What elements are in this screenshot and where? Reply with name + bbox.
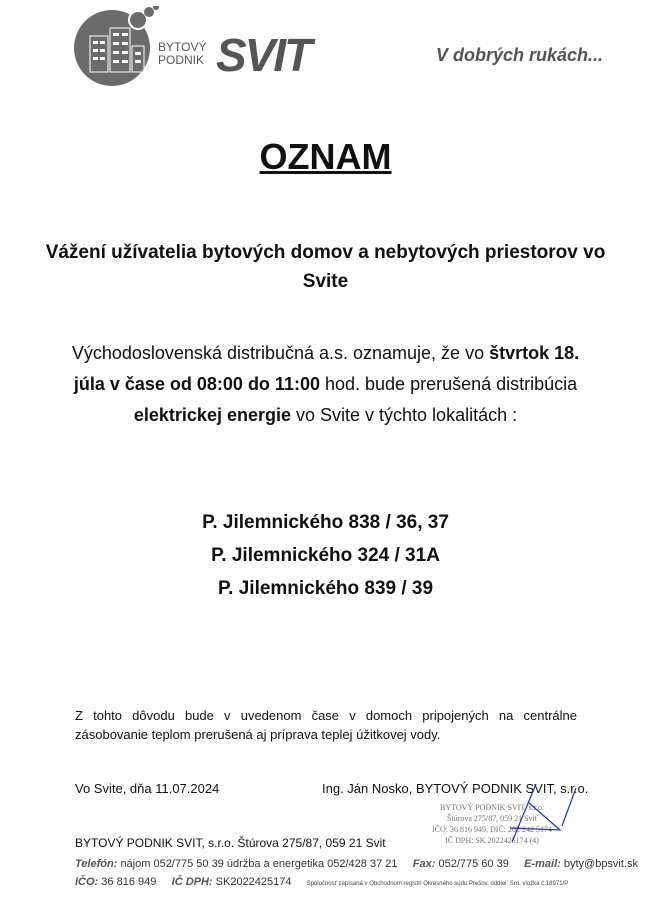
- phone-label: Telefón:: [75, 858, 118, 870]
- handwritten-signature: [500, 780, 590, 850]
- stamp-line: Štúrova 275/87, 059 21 Svit: [446, 814, 537, 823]
- body-text: vo Svite v týchto lokalitách :: [291, 405, 518, 425]
- phone: nájom 052/775 50 39 údržba a energetika 052/428 37 21: [120, 858, 398, 870]
- stamp-line: BYTOVÝ PODNIK SVIT, s.r.o.: [440, 803, 544, 812]
- ico: 36 816 949: [101, 876, 157, 888]
- footer-address: BYTOVÝ PODNIK SVIT, s.r.o. Štúrova 275/87, 059 21 Svit: [75, 836, 386, 850]
- fax: 052/775 60 39: [438, 858, 509, 870]
- fax-label: Fax:: [412, 858, 436, 870]
- greeting: Vážení užívatelia bytových domov a nebytových priestorov vo Svite: [45, 242, 606, 292]
- body-service: elektrickej energie: [133, 405, 291, 425]
- logo-brand: SVIT: [216, 29, 311, 81]
- body-text: Východoslovenská distribučná a.s. oznamuje, že vo: [71, 343, 490, 363]
- footer-ids: [75, 876, 568, 888]
- stamp-line: IČO: 36 816 949, DIČ: 202 242 5174: [432, 825, 552, 834]
- body-text: hod. bude prerušená distribúcia: [319, 374, 578, 394]
- signatory: Ing. Ján Nosko, BYTOVÝ PODNIK SVIT, s.r.o.: [322, 781, 589, 796]
- announcement-body: [70, 338, 581, 431]
- motto: V dobrých rukách...: [436, 45, 604, 65]
- address-item: P. Jilemnického 324 / 31A: [211, 545, 440, 566]
- address-item: P. Jilemnického 839 / 39: [217, 578, 434, 599]
- email-label: E-mail:: [524, 858, 561, 870]
- date: Vo Svite, dňa 11.07.2024: [75, 781, 220, 796]
- icdph: SK2022425174: [215, 876, 292, 888]
- document-title: OZNAM: [259, 136, 392, 177]
- stamp-line: IČ DPH: SK 2022425174 (4): [445, 836, 539, 845]
- icdph-label: IČ DPH:: [171, 876, 213, 888]
- registry-note: Spoločnosť zapísaná v Obchodnom registri Okresného súdu Prešov, oddiel: Sro, vložka č.18971/P: [306, 881, 569, 887]
- email[interactable]: byty@bpsvit.sk: [563, 858, 638, 870]
- ico-label: IČO:: [75, 876, 99, 888]
- address-list: [0, 506, 651, 605]
- footer-contacts: [75, 858, 638, 870]
- logo-text-bytovy: BYTOVÝ: [158, 40, 207, 54]
- note: Z tohto dôvodu bude v uvedenom čase v domoch pripojených na centrálne zásobovanie teplom prerušená aj príprava teplej úžitkovej vody.: [75, 708, 577, 742]
- logo-text-podnik: PODNIK: [158, 53, 205, 67]
- body-date-time: štvrtok 18. júla v čase od 08:00 do 11:00: [73, 343, 580, 394]
- address-item: P. Jilemnického 838 / 36, 37: [202, 512, 449, 533]
